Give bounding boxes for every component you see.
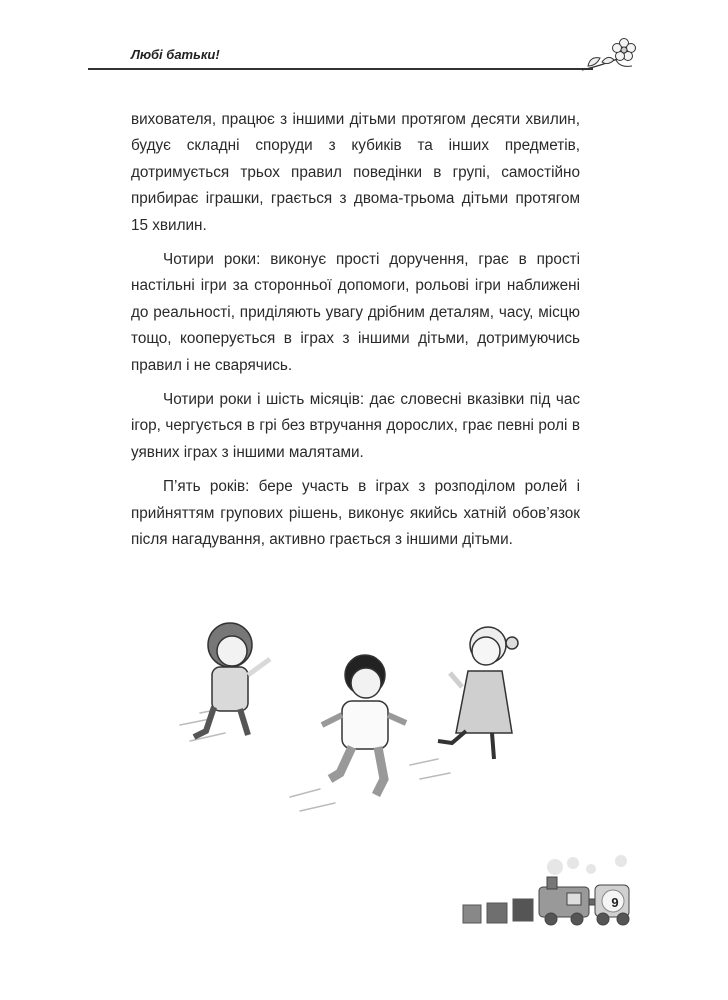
body-text (131, 107, 580, 562)
paragraph: П’ять років: бере участь в іграх з розподілом ролей і прийняттям групових рішень, виконує якийсь хатній обов’язок після нагадування, активно грається з іншими дітьми. (131, 478, 580, 549)
running-children-illustration (170, 615, 530, 815)
toy-blocks (463, 899, 533, 923)
paragraph: Чотири роки: виконує прості доручення, грає в прості настільні ігри за сторонньої допомоги, рольові ігри наближені до реальності, приділяють увагу дрібним деталям, часу, місцю тощо, кооперується в іграх з іншими дітьми, дотримуючись правил і не сварячись. (131, 251, 580, 374)
child-boy (322, 655, 406, 795)
header-title: Любі батьки! (131, 47, 220, 62)
page-number: 9 (611, 895, 619, 910)
child-girl (438, 627, 518, 759)
flower-icon (580, 36, 640, 76)
smoke-puffs (547, 855, 627, 875)
paragraph: Чотири роки і шість місяців: дає словесні вказівки під час ігор, чергується в грі без втручання дорослих, грає певні ролі в уявних іграх з іншими малятами. (131, 391, 580, 461)
paragraph: вихователя, працює з іншими дітьми протягом десяти хвилин, будує складні споруди з кубиків та інших предметів, дотримується трьох правил поведінки в групі, самостійно прибирає іграшки, грається з двома-трьома дітьми протягом 15 хвилин. (131, 111, 580, 234)
header-divider (88, 68, 593, 70)
